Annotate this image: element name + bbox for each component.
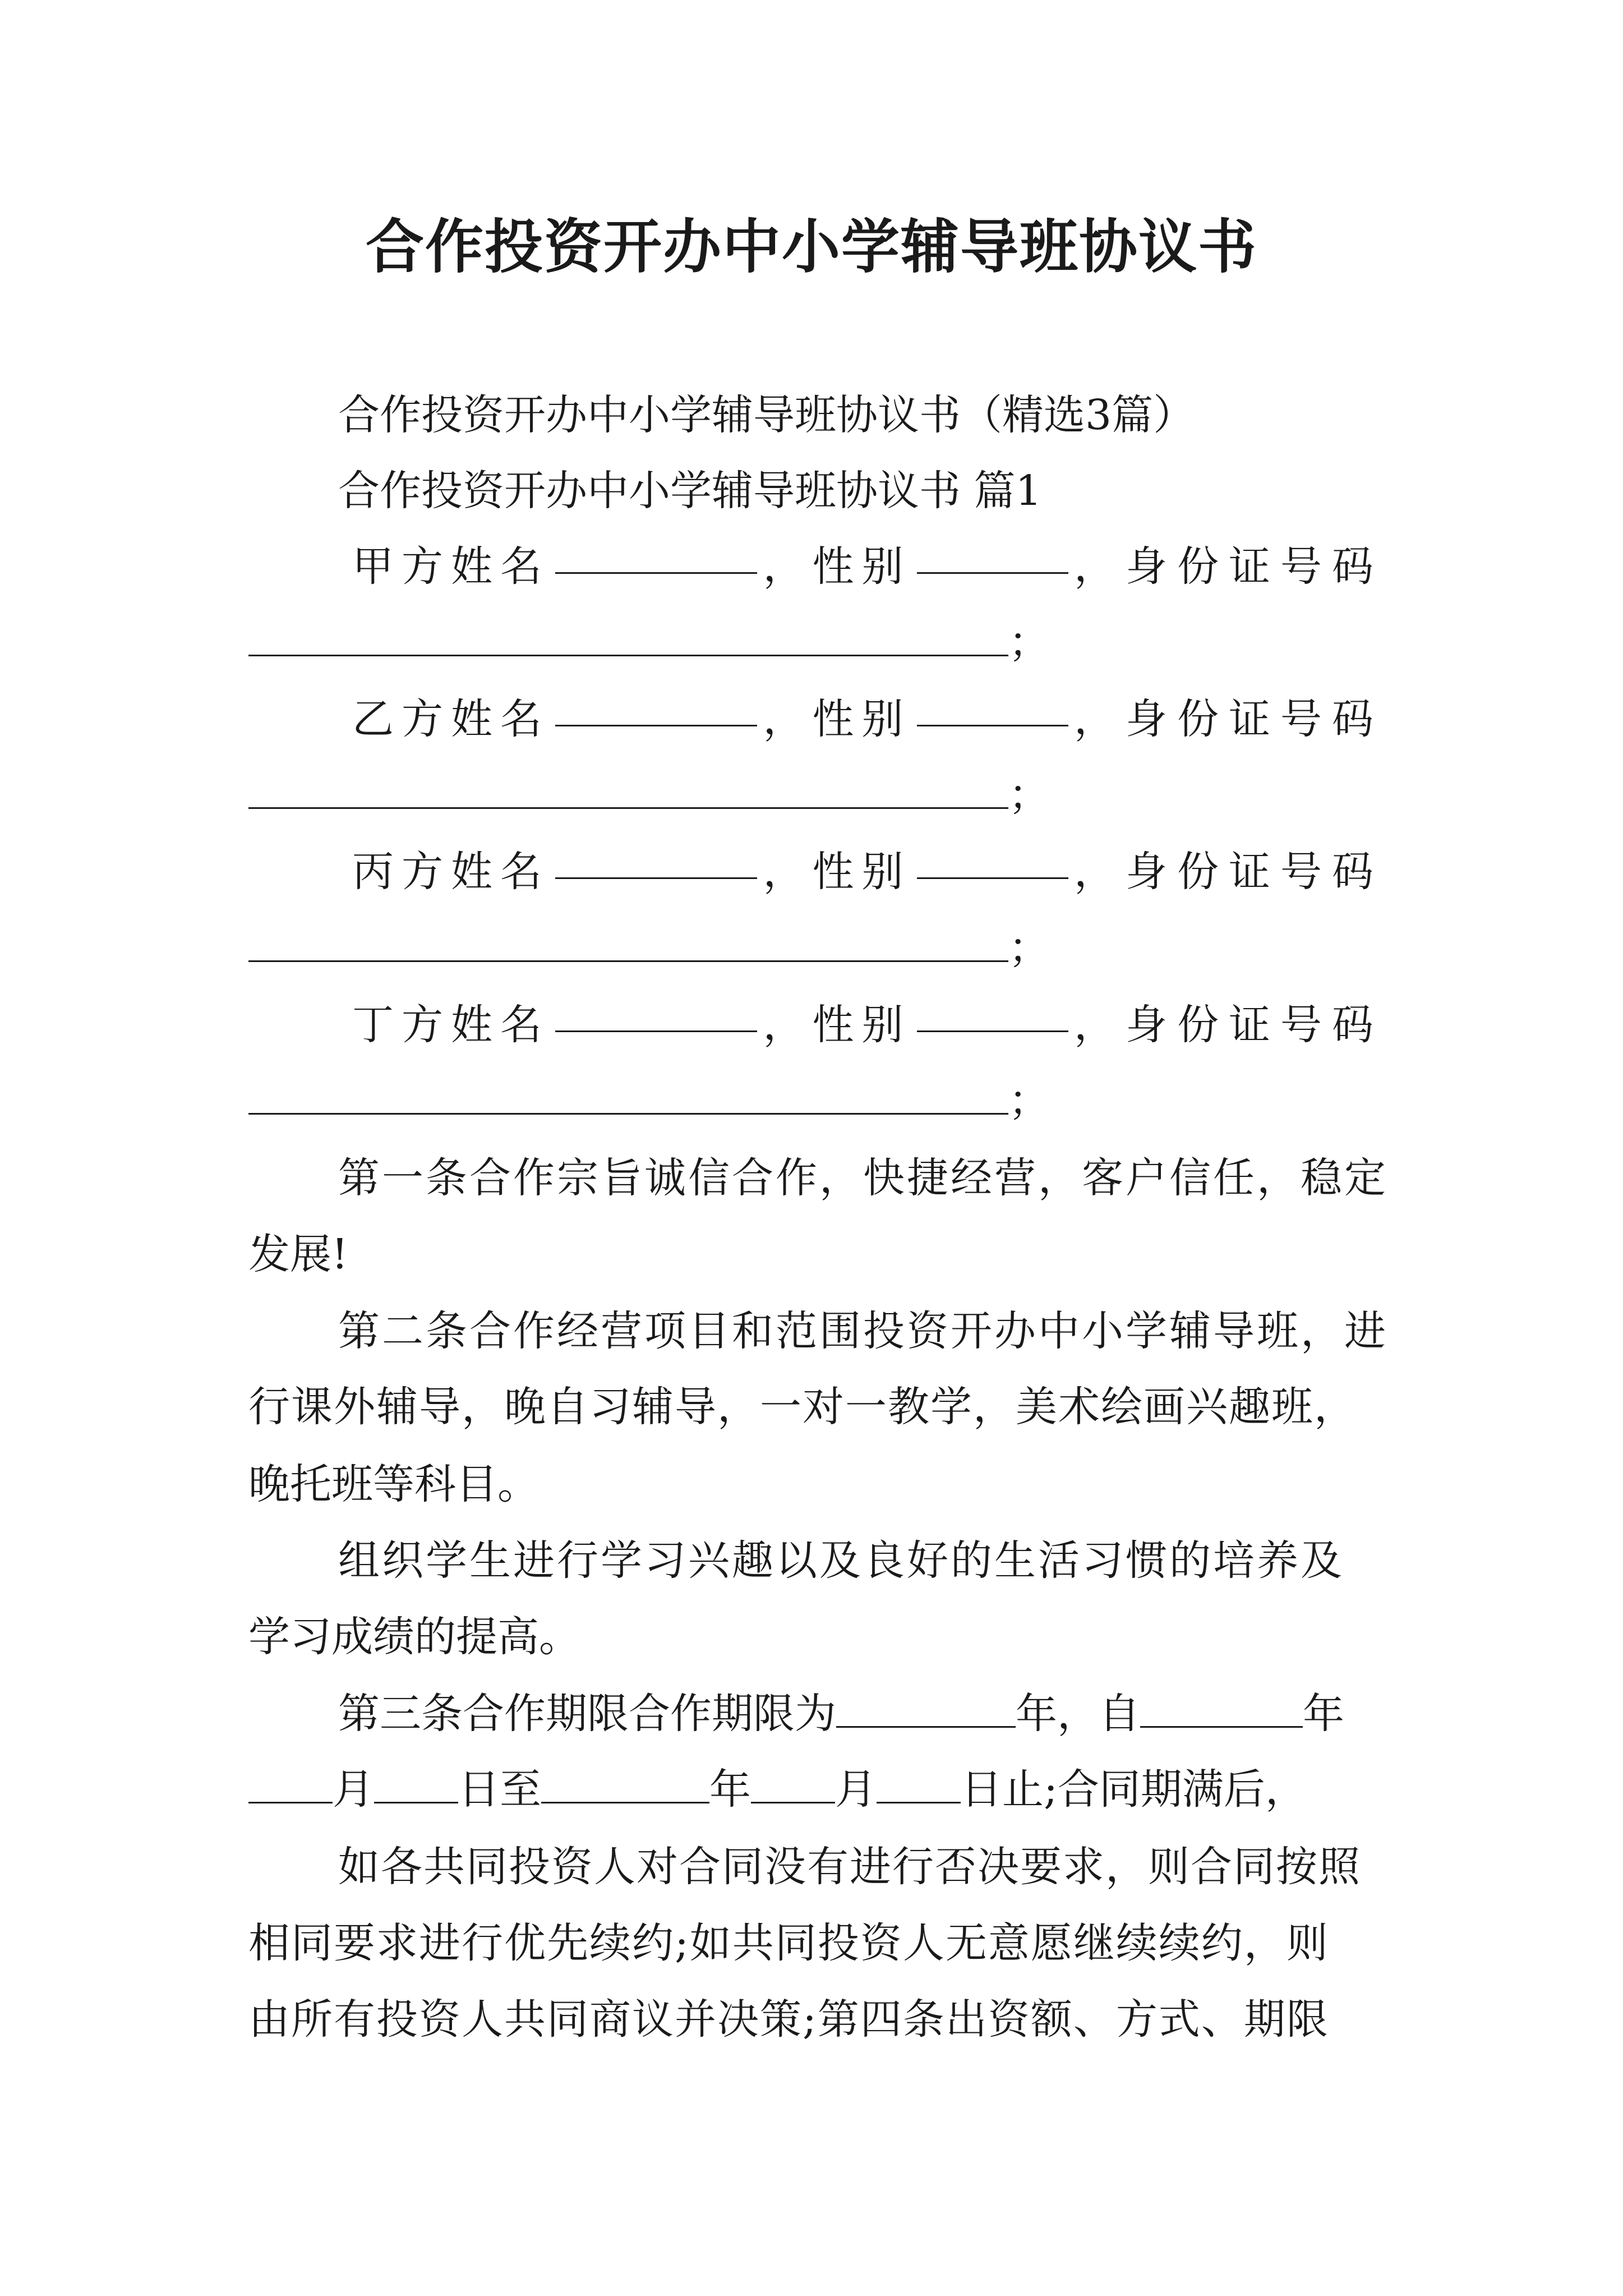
party-id-line — [248, 614, 1050, 670]
party-line — [248, 691, 1384, 747]
party-gender-label: ，性别 — [763, 848, 911, 896]
document-title: 合作投资开办中小学辅导班协议书 — [365, 212, 1257, 281]
gender-blank — [917, 844, 1068, 879]
article-3b-line-3: 由所有投资人共同商议并决策;第四条出资额、方式、期限 — [248, 1995, 1329, 2044]
article-2b-line-2: 学习成绩的提高。 — [248, 1613, 580, 1661]
article-2-line-1: 第二条合作经营项目和范围投资开办中小学辅导班，进 — [338, 1307, 1388, 1355]
end-year-blank — [541, 1768, 709, 1803]
name-blank — [555, 539, 757, 574]
term-years-blank — [836, 1692, 1016, 1728]
party-id-line — [248, 920, 1050, 976]
article-3-line-2 — [248, 1761, 1307, 1818]
id-blank — [248, 621, 1008, 656]
party-id-label: ，身份证号码 — [1074, 848, 1384, 896]
party-gender-label: ，性别 — [763, 695, 911, 743]
name-blank — [555, 997, 757, 1032]
month-label-2: 月 — [835, 1765, 877, 1814]
name-blank — [555, 844, 757, 879]
id-blank — [248, 927, 1008, 962]
article-2b-line-1: 组织学生进行学习兴趣以及良好的生活习惯的培养及 — [338, 1536, 1344, 1585]
year-label: 年 — [709, 1765, 751, 1814]
month-label: 月 — [333, 1765, 374, 1814]
party-id-label: ，身份证号码 — [1074, 542, 1384, 591]
id-blank — [248, 1079, 1008, 1115]
article-3b-line-1: 如各共同投资人对合同没有进行否决要求，则合同按照 — [338, 1843, 1361, 1891]
party-gender-label: ，性别 — [763, 1001, 911, 1049]
article-3-year-label-2: 年 — [1303, 1690, 1344, 1738]
party-gender-label: ，性别 — [763, 542, 911, 591]
document-subtitle: 合作投资开办中小学辅导班协议书（精选3篇） — [338, 391, 1195, 439]
day-label-2: 日止;合同期满后， — [961, 1765, 1307, 1814]
start-day-blank — [374, 1768, 458, 1803]
party-name-label: 甲方姓名 — [352, 542, 550, 591]
article-3b-line-2: 相同要求进行优先续约;如共同投资人无意愿继续续约，则 — [248, 1919, 1329, 1967]
day-label: 日至 — [458, 1765, 541, 1814]
line-end: ； — [1008, 1076, 1050, 1125]
line-end: ； — [1008, 771, 1050, 819]
article-2-line-2: 行课外辅导，晚自习辅导，一对一教学，美术绘画兴趣班， — [248, 1383, 1357, 1431]
party-line — [248, 539, 1384, 595]
party-id-line — [248, 767, 1050, 823]
line-end: ； — [1008, 618, 1050, 666]
gender-blank — [917, 691, 1068, 726]
article-1-line-1: 第一条合作宗旨诚信合作，快捷经营，客户信任，稳定 — [338, 1154, 1388, 1202]
party-id-label: ，身份证号码 — [1074, 695, 1384, 743]
start-year-blank — [1140, 1692, 1303, 1728]
start-month-blank — [248, 1768, 333, 1803]
article-1-line-2: 发展! — [248, 1230, 348, 1278]
party-id-line — [248, 1073, 1050, 1129]
id-blank — [248, 774, 1008, 809]
party-name-label: 丁方姓名 — [352, 1001, 550, 1049]
article-3-line-1 — [338, 1686, 1344, 1742]
article-3-prefix: 第三条合作期限合作期限为 — [338, 1690, 836, 1738]
party-name-label: 丙方姓名 — [352, 848, 550, 896]
line-end: ； — [1008, 924, 1050, 972]
end-day-blank — [877, 1768, 961, 1803]
name-blank — [555, 691, 757, 726]
gender-blank — [917, 539, 1068, 574]
party-id-label: ，身份证号码 — [1074, 1001, 1384, 1049]
party-line — [248, 844, 1384, 900]
article-2-line-3: 晚托班等科目。 — [248, 1460, 539, 1508]
article-3-year-label: 年，自 — [1016, 1690, 1140, 1738]
party-line — [248, 997, 1384, 1053]
party-name-label: 乙方姓名 — [352, 695, 550, 743]
gender-blank — [917, 997, 1068, 1032]
section-heading: 合作投资开办中小学辅导班协议书 篇1 — [338, 467, 1042, 515]
end-month-blank — [751, 1768, 835, 1803]
